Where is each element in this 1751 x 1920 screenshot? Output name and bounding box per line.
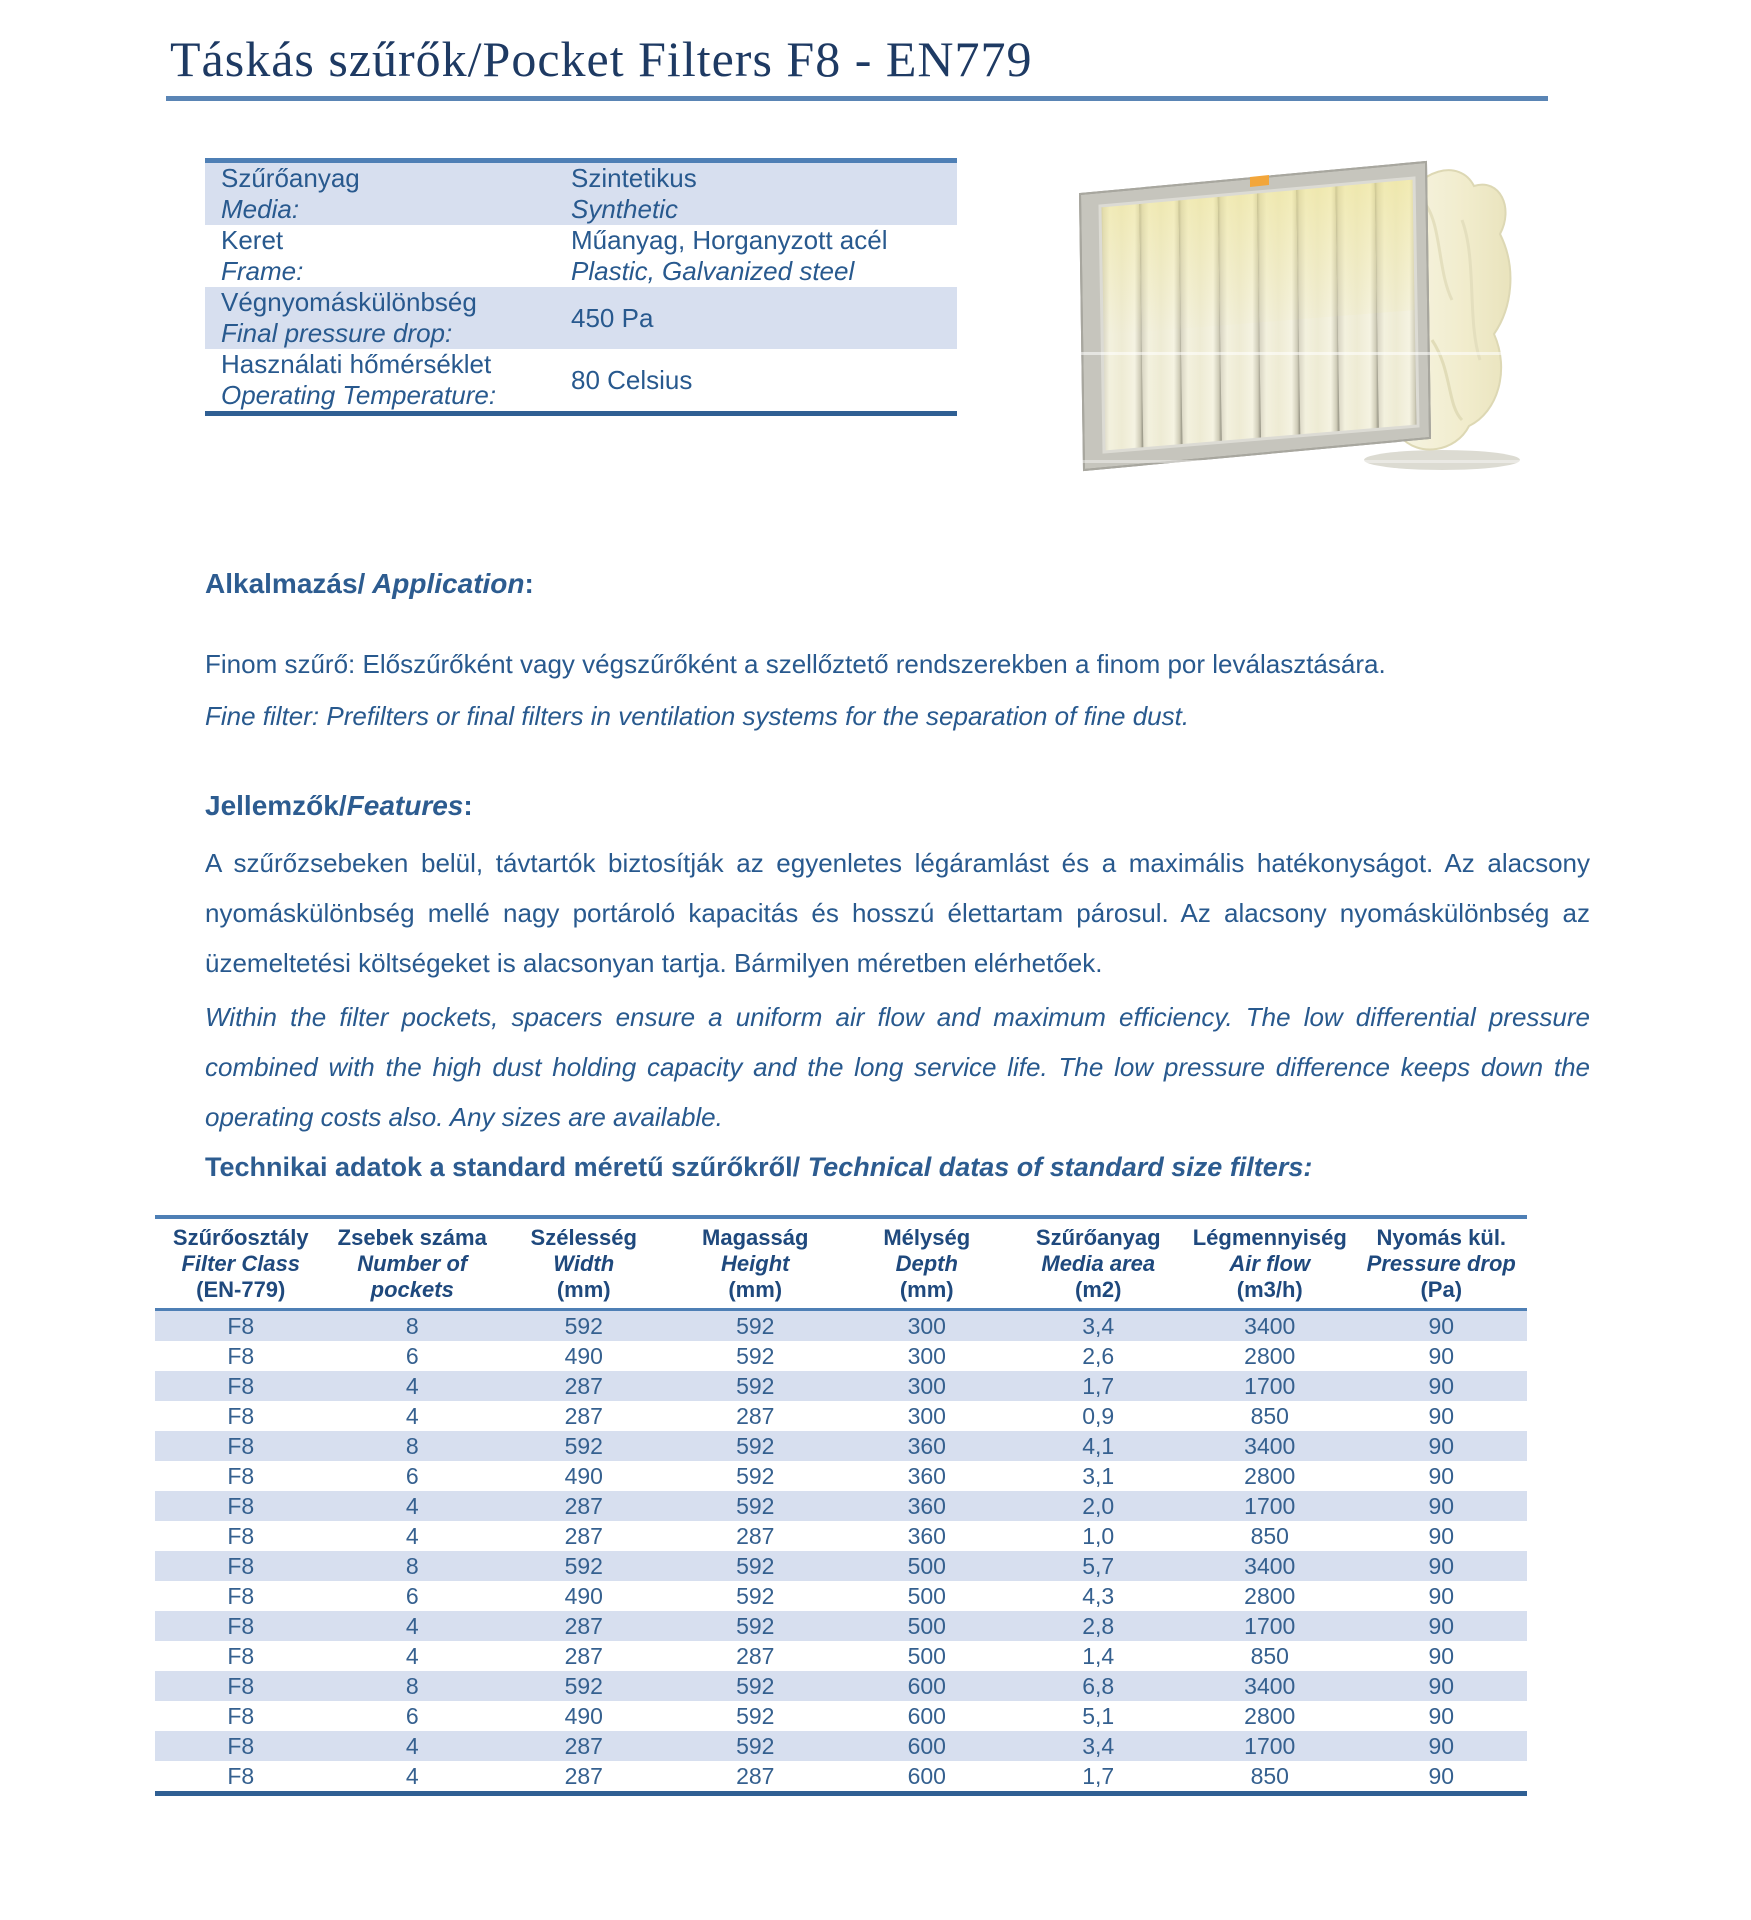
table-cell: 850 bbox=[1250, 1403, 1289, 1429]
table-row bbox=[155, 1311, 1527, 1341]
table-row bbox=[155, 1491, 1527, 1521]
table-cell: 592 bbox=[736, 1703, 775, 1729]
tech-header-hu: Mélység bbox=[883, 1225, 971, 1250]
table-cell: 90 bbox=[1428, 1763, 1455, 1789]
table-cell: 4,3 bbox=[1082, 1583, 1115, 1609]
table-cell: 592 bbox=[564, 1313, 603, 1339]
spec-value-line: 80 Celsius bbox=[571, 364, 693, 395]
table-cell: 90 bbox=[1428, 1703, 1455, 1729]
spec-row bbox=[205, 349, 957, 411]
table-row bbox=[155, 1761, 1527, 1791]
spec-value-line: Szintetikus bbox=[571, 163, 697, 193]
tech-header-unit: (mm) bbox=[899, 1277, 954, 1302]
table-row bbox=[155, 1671, 1527, 1701]
spec-value-line: 450 Pa bbox=[571, 302, 654, 333]
table-cell: 490 bbox=[564, 1583, 603, 1609]
table-cell: 592 bbox=[564, 1433, 603, 1459]
tech-header-en: Depth bbox=[895, 1251, 958, 1276]
tech-header-unit: pockets bbox=[370, 1277, 454, 1302]
tech-header-unit: (Pa) bbox=[1420, 1277, 1463, 1302]
table-cell: 6 bbox=[405, 1343, 419, 1369]
table-cell: F8 bbox=[227, 1343, 255, 1369]
spec-label-en: Operating Temperature: bbox=[221, 380, 497, 410]
spec-value bbox=[571, 287, 957, 349]
table-cell: 300 bbox=[907, 1313, 946, 1339]
table-cell: 592 bbox=[736, 1583, 775, 1609]
table-row bbox=[155, 1461, 1527, 1491]
table-cell: 3,1 bbox=[1082, 1463, 1115, 1489]
spec-row bbox=[205, 287, 957, 349]
table-cell: 8 bbox=[405, 1553, 419, 1579]
table-cell: F8 bbox=[227, 1433, 255, 1459]
table-cell: F8 bbox=[227, 1703, 255, 1729]
table-cell: 1,0 bbox=[1082, 1523, 1115, 1549]
table-cell: 850 bbox=[1250, 1523, 1289, 1549]
product-photo-container bbox=[1022, 140, 1522, 480]
table-cell: F8 bbox=[227, 1463, 255, 1489]
table-cell: 592 bbox=[736, 1463, 775, 1489]
spec-label bbox=[205, 225, 571, 287]
application-heading bbox=[205, 568, 534, 600]
features-heading bbox=[205, 790, 473, 822]
tech-header-hu: Légmennyiség bbox=[1192, 1225, 1347, 1250]
table-cell: 3400 bbox=[1244, 1673, 1296, 1699]
table-cell: 5,7 bbox=[1082, 1553, 1115, 1579]
tech-header-hu: Szűrőanyag bbox=[1035, 1225, 1161, 1250]
tech-table bbox=[155, 1215, 1527, 1796]
table-cell: 90 bbox=[1428, 1313, 1455, 1339]
table-cell: 90 bbox=[1428, 1433, 1455, 1459]
table-cell: 592 bbox=[736, 1313, 775, 1339]
table-cell: 90 bbox=[1428, 1583, 1455, 1609]
spec-label-en: Final pressure drop: bbox=[221, 318, 453, 348]
table-cell: 850 bbox=[1250, 1643, 1289, 1669]
table-cell: F8 bbox=[227, 1313, 255, 1339]
table-cell: 8 bbox=[405, 1313, 419, 1339]
spec-label-en: Frame: bbox=[221, 256, 304, 286]
tech-header-cell bbox=[498, 1225, 670, 1303]
table-cell: 1700 bbox=[1244, 1613, 1296, 1639]
table-cell: 490 bbox=[564, 1463, 603, 1489]
table-cell: 600 bbox=[907, 1703, 946, 1729]
table-cell: 287 bbox=[736, 1643, 775, 1669]
table-cell: 287 bbox=[736, 1763, 775, 1789]
tech-table-header bbox=[155, 1219, 1527, 1311]
table-cell: 0,9 bbox=[1082, 1403, 1115, 1429]
table-cell: 2,6 bbox=[1082, 1343, 1115, 1369]
table-cell: F8 bbox=[227, 1733, 255, 1759]
table-cell: F8 bbox=[227, 1493, 255, 1519]
title-underline bbox=[166, 96, 1548, 101]
table-cell: 287 bbox=[564, 1523, 603, 1549]
features-heading-en: Features bbox=[346, 790, 464, 821]
table-cell: 287 bbox=[564, 1403, 603, 1429]
spec-value bbox=[571, 163, 957, 225]
table-cell: 6 bbox=[405, 1703, 419, 1729]
table-cell: 2800 bbox=[1244, 1703, 1296, 1729]
tech-header-en: Air flow bbox=[1229, 1251, 1311, 1276]
table-cell: 592 bbox=[736, 1733, 775, 1759]
table-row bbox=[155, 1341, 1527, 1371]
features-text-en: Within the filter pockets, spacers ensure a uniform air flow and maximum efficiency. The low differential pressure combined with the high dust holding capacity and the long service life. The low pressure difference keeps down the operating costs also. Any sizes are available. bbox=[205, 1002, 1590, 1132]
table-cell: 90 bbox=[1428, 1373, 1455, 1399]
table-cell: 4 bbox=[405, 1493, 419, 1519]
table-cell: 1700 bbox=[1244, 1733, 1296, 1759]
table-cell: 3,4 bbox=[1082, 1313, 1115, 1339]
table-cell: 592 bbox=[564, 1673, 603, 1699]
table-cell: 3400 bbox=[1244, 1433, 1296, 1459]
spec-value bbox=[571, 225, 957, 287]
tech-header-en: Filter Class bbox=[181, 1251, 301, 1276]
table-cell: 4 bbox=[405, 1523, 419, 1549]
application-heading-colon: : bbox=[524, 568, 534, 599]
features-heading-hu: Jellemzők/ bbox=[205, 790, 347, 821]
application-text-hu: Finom szűrő: Előszűrőként vagy végszűrőként a szellőztető rendszerekben a finom por leválasztására. bbox=[205, 649, 1386, 679]
table-cell: F8 bbox=[227, 1673, 255, 1699]
table-cell: 6,8 bbox=[1082, 1673, 1115, 1699]
table-cell: 90 bbox=[1428, 1403, 1455, 1429]
spec-label-hu: Keret bbox=[221, 225, 284, 255]
tech-header-cell bbox=[670, 1225, 842, 1303]
table-cell: 1,4 bbox=[1082, 1643, 1115, 1669]
table-row bbox=[155, 1371, 1527, 1401]
table-cell: F8 bbox=[227, 1553, 255, 1579]
tech-header-unit: (m2) bbox=[1075, 1277, 1122, 1302]
table-cell: 3400 bbox=[1244, 1313, 1296, 1339]
tech-header-cell bbox=[1013, 1225, 1185, 1303]
tech-header-unit: (EN-779) bbox=[196, 1277, 286, 1302]
application-text-en: Fine filter: Prefilters or final filters in ventilation systems for the separation of fine dust. bbox=[205, 701, 1190, 731]
table-row bbox=[155, 1521, 1527, 1551]
table-cell: 1,7 bbox=[1082, 1373, 1115, 1399]
table-row bbox=[155, 1401, 1527, 1431]
table-row bbox=[155, 1731, 1527, 1761]
table-cell: 90 bbox=[1428, 1673, 1455, 1699]
tech-header-unit: (mm) bbox=[556, 1277, 611, 1302]
table-cell: 592 bbox=[736, 1553, 775, 1579]
table-cell: 500 bbox=[907, 1643, 946, 1669]
table-cell: 90 bbox=[1428, 1343, 1455, 1369]
table-cell: 287 bbox=[736, 1523, 775, 1549]
application-heading-en: Application bbox=[365, 568, 525, 599]
table-cell: 592 bbox=[736, 1373, 775, 1399]
table-row bbox=[155, 1431, 1527, 1461]
table-cell: F8 bbox=[227, 1643, 255, 1669]
table-row bbox=[155, 1581, 1527, 1611]
table-cell: 592 bbox=[736, 1493, 775, 1519]
table-cell: 4 bbox=[405, 1403, 419, 1429]
page-title: Táskás szűrők/Pocket Filters F8 - EN779 bbox=[170, 31, 1033, 87]
spec-value-line: Synthetic bbox=[571, 194, 678, 224]
features-text-hu: A szűrőzsebeken belül, távtartók biztosítják az egyenletes légáramlást és a maximális hatékonyságot. Az alacsony nyomáskülönbség mellé nagy portároló kapacitás és hosszú élettartam párosul. Az alacsony nyomáskülönbség az üzemeltetési költségeket is alacsonyan tartja. Bármilyen méretben elérhetőek. bbox=[205, 848, 1590, 978]
table-cell: F8 bbox=[227, 1523, 255, 1549]
tech-heading-en: Technical datas of standard size filters: bbox=[800, 1152, 1313, 1182]
spec-label bbox=[205, 163, 571, 225]
tech-header-cell bbox=[1356, 1225, 1528, 1303]
spec-table bbox=[205, 158, 957, 416]
table-cell: 287 bbox=[736, 1403, 775, 1429]
table-cell: 287 bbox=[564, 1763, 603, 1789]
spec-label bbox=[205, 349, 571, 411]
table-cell: 90 bbox=[1428, 1643, 1455, 1669]
tech-header-en: Media area bbox=[1041, 1251, 1156, 1276]
spec-label bbox=[205, 287, 571, 349]
application-heading-hu: Alkalmazás/ bbox=[205, 568, 366, 599]
table-row bbox=[155, 1551, 1527, 1581]
table-cell: 592 bbox=[736, 1433, 775, 1459]
table-cell: 4 bbox=[405, 1373, 419, 1399]
table-cell: 8 bbox=[405, 1673, 419, 1699]
table-cell: F8 bbox=[227, 1613, 255, 1639]
table-cell: 2,8 bbox=[1082, 1613, 1115, 1639]
table-cell: 300 bbox=[907, 1343, 946, 1369]
tech-header-cell bbox=[1184, 1225, 1356, 1303]
tech-header-cell bbox=[841, 1225, 1013, 1303]
tech-header-en: Width bbox=[553, 1251, 615, 1276]
spec-label-hu: Használati hőmérséklet bbox=[221, 349, 492, 379]
table-cell: 287 bbox=[564, 1373, 603, 1399]
table-cell: 4 bbox=[405, 1733, 419, 1759]
tech-header-en: Height bbox=[721, 1251, 790, 1276]
table-row bbox=[155, 1611, 1527, 1641]
spec-row bbox=[205, 163, 957, 225]
tech-table-body bbox=[155, 1311, 1527, 1791]
pocket-filter-photo bbox=[1022, 140, 1522, 480]
table-cell: 850 bbox=[1250, 1763, 1289, 1789]
table-cell: 300 bbox=[907, 1403, 946, 1429]
table-row bbox=[155, 1641, 1527, 1671]
table-cell: 2,0 bbox=[1082, 1493, 1115, 1519]
table-cell: 8 bbox=[405, 1433, 419, 1459]
table-cell: 90 bbox=[1428, 1523, 1455, 1549]
spec-label-hu: Végnyomáskülönbség bbox=[221, 287, 477, 317]
table-cell: 3400 bbox=[1244, 1553, 1296, 1579]
tech-header-cell bbox=[327, 1225, 499, 1303]
tech-header-hu: Zsebek száma bbox=[337, 1225, 487, 1250]
table-cell: 592 bbox=[564, 1553, 603, 1579]
spec-label-en: Media: bbox=[221, 194, 300, 224]
table-cell: 6 bbox=[405, 1583, 419, 1609]
table-cell: 592 bbox=[736, 1343, 775, 1369]
spec-value-line: Műanyag, Horganyzott acél bbox=[571, 225, 888, 255]
features-heading-colon: : bbox=[463, 790, 473, 821]
table-row bbox=[155, 1701, 1527, 1731]
tech-header-en: Pressure drop bbox=[1366, 1251, 1516, 1276]
table-cell: 500 bbox=[907, 1583, 946, 1609]
table-cell: 2800 bbox=[1244, 1463, 1296, 1489]
spec-value-line: Plastic, Galvanized steel bbox=[571, 256, 855, 286]
table-cell: 2800 bbox=[1244, 1343, 1296, 1369]
table-cell: 500 bbox=[907, 1553, 946, 1579]
table-cell: 4 bbox=[405, 1763, 419, 1789]
table-cell: 4 bbox=[405, 1613, 419, 1639]
table-cell: 490 bbox=[564, 1343, 603, 1369]
table-cell: 2800 bbox=[1244, 1583, 1296, 1609]
table-cell: 90 bbox=[1428, 1733, 1455, 1759]
table-cell: F8 bbox=[227, 1403, 255, 1429]
table-cell: 287 bbox=[564, 1733, 603, 1759]
tech-header-hu: Szűrőosztály bbox=[172, 1225, 309, 1250]
table-cell: 592 bbox=[736, 1613, 775, 1639]
table-cell: 287 bbox=[564, 1493, 603, 1519]
table-cell: 90 bbox=[1428, 1463, 1455, 1489]
table-cell: 360 bbox=[907, 1493, 946, 1519]
table-cell: 5,1 bbox=[1082, 1703, 1115, 1729]
table-cell: 592 bbox=[736, 1673, 775, 1699]
table-cell: 3,4 bbox=[1082, 1733, 1115, 1759]
table-cell: 600 bbox=[907, 1763, 946, 1789]
spec-label-hu: Szűrőanyag bbox=[221, 163, 360, 193]
table-cell: 600 bbox=[907, 1733, 946, 1759]
table-cell: 490 bbox=[564, 1703, 603, 1729]
table-cell: 90 bbox=[1428, 1493, 1455, 1519]
table-cell: 360 bbox=[907, 1433, 946, 1459]
tech-header-hu: Magasság bbox=[702, 1225, 809, 1250]
tech-header-unit: (mm) bbox=[728, 1277, 783, 1302]
table-cell: F8 bbox=[227, 1763, 255, 1789]
table-cell: F8 bbox=[227, 1583, 255, 1609]
table-cell: 500 bbox=[907, 1613, 946, 1639]
table-cell: 360 bbox=[907, 1523, 946, 1549]
table-cell: 600 bbox=[907, 1673, 946, 1699]
table-cell: 300 bbox=[907, 1373, 946, 1399]
table-cell: 90 bbox=[1428, 1613, 1455, 1639]
tech-heading-hu: Technikai adatok a standard méretű szűrőkről/ bbox=[205, 1152, 801, 1182]
table-cell: 287 bbox=[564, 1643, 603, 1669]
tech-header-unit: (m3/h) bbox=[1236, 1277, 1303, 1302]
table-cell: 4,1 bbox=[1082, 1433, 1115, 1459]
spec-value bbox=[571, 349, 957, 411]
table-cell: 360 bbox=[907, 1463, 946, 1489]
table-cell: 4 bbox=[405, 1643, 419, 1669]
table-cell: 1700 bbox=[1244, 1373, 1296, 1399]
table-cell: 1700 bbox=[1244, 1493, 1296, 1519]
tech-header-cell bbox=[155, 1225, 327, 1303]
table-cell: 90 bbox=[1428, 1553, 1455, 1579]
tech-header-en: Number of bbox=[357, 1251, 468, 1276]
table-cell: 6 bbox=[405, 1463, 419, 1489]
table-cell: F8 bbox=[227, 1373, 255, 1399]
spec-row bbox=[205, 225, 957, 287]
tech-header-hu: Nyomás kül. bbox=[1376, 1225, 1507, 1250]
table-cell: 1,7 bbox=[1082, 1763, 1115, 1789]
table-cell: 287 bbox=[564, 1613, 603, 1639]
tech-section-heading bbox=[205, 1152, 1312, 1183]
tech-header-hu: Szélesség bbox=[530, 1225, 637, 1250]
